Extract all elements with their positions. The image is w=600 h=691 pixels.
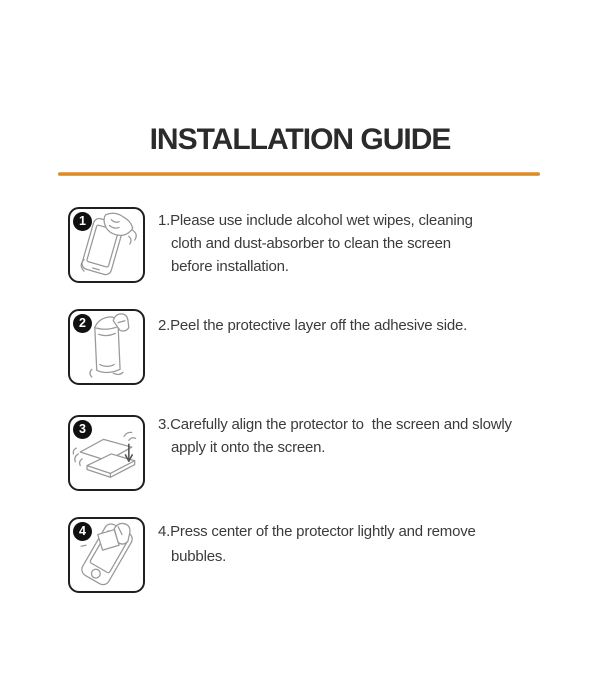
step-1-illustration-box (68, 207, 145, 283)
step-3-illustration-box (68, 415, 145, 491)
step-2-number-badge: 2 (73, 314, 92, 333)
step-3-text (158, 413, 512, 459)
step-text-line: before installation. (171, 258, 289, 275)
step-4-number-badge: 4 (73, 522, 92, 541)
step-1 (68, 207, 588, 297)
step-text-line: 2.Peel the protective layer off the adhesive side. (158, 317, 468, 334)
step-1-number-badge: 1 (73, 212, 92, 231)
step-text-line: 1.Please use include alcohol wet wipes, cleaning (158, 212, 473, 229)
step-text-line: cloth and dust-absorber to clean the screen (171, 235, 451, 252)
step-4 (68, 517, 588, 607)
page-title: INSTALLATION GUIDE (149, 123, 451, 156)
step-4-text (158, 519, 476, 569)
step-2-text (158, 314, 467, 337)
step-3 (68, 415, 588, 505)
step-2 (68, 309, 588, 399)
step-text-line: bubbles. (171, 548, 227, 565)
title-divider (58, 172, 540, 176)
step-text-line: 4.Press center of the protector lightly and remove (158, 523, 476, 540)
step-2-illustration-box (68, 309, 145, 385)
step-4-illustration-box (68, 517, 145, 593)
step-3-number-badge: 3 (73, 420, 92, 439)
step-text-line: 3.Carefully align the protector to the screen and slowly (158, 416, 512, 433)
step-text-line: apply it onto the screen. (171, 439, 326, 456)
step-1-text (158, 209, 473, 278)
